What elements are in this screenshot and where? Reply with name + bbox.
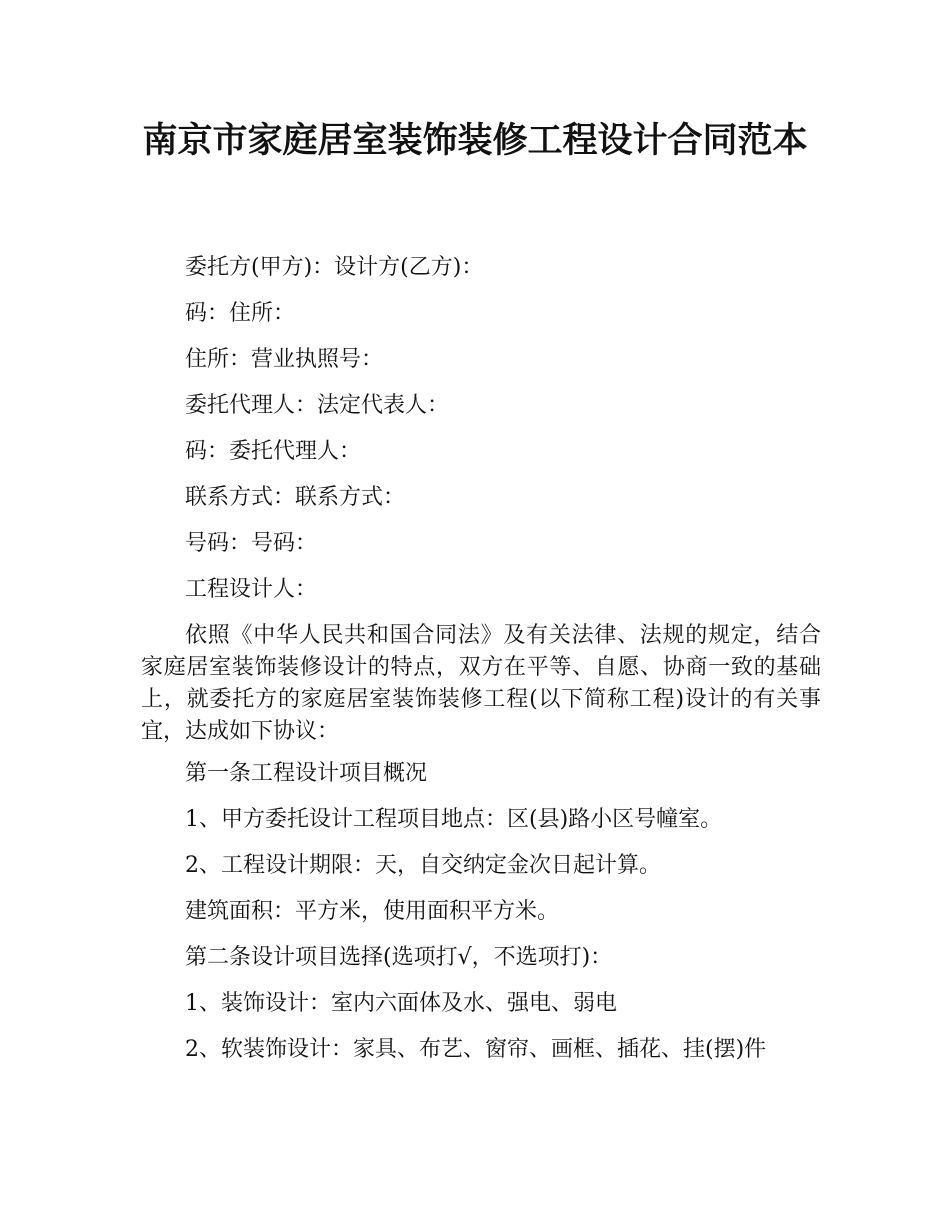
article-1-item-2: 2、工程设计期限：天，自交纳定金次日起计算。 — [185, 853, 661, 878]
party-line-8: 工程设计人： — [185, 577, 318, 602]
party-line-2: 码：住所： — [185, 301, 296, 326]
document-title: 南京市家庭居室装饰装修工程设计合同范本 — [142, 121, 808, 161]
party-line-1: 委托方(甲方)：设计方(乙方)： — [185, 255, 484, 280]
party-line-4: 委托代理人：法定代表人： — [185, 393, 450, 418]
party-line-5: 码：委托代理人： — [185, 439, 362, 464]
intro-paragraph: 依照《中华人民共和国合同法》及有关法律、法规的规定，结合家庭居室装饰装修设计的特点，双方在平等、自愿、协商一致的基础上，就委托方的家庭居室装饰装修工程(以下简称工程)设计的有关事宜，达成如下协议： — [141, 623, 821, 744]
party-line-6: 联系方式：联系方式： — [185, 485, 406, 510]
article-2-item-2: 2、软装饰设计：家具、布艺、窗帘、画框、插花、挂(摆)件 — [185, 1037, 767, 1062]
article-1-item-1: 1、甲方委托设计工程项目地点：区(县)路小区号幢室。 — [185, 807, 723, 832]
party-line-3: 住所：营业执照号： — [185, 347, 384, 372]
article-2-heading: 第二条设计项目选择(选项打√，不选项打)： — [185, 945, 613, 970]
party-line-7: 号码：号码： — [185, 531, 318, 556]
article-1-heading: 第一条工程设计项目概况 — [185, 761, 428, 786]
article-2-item-1: 1、装饰设计：室内六面体及水、强电、弱电 — [185, 991, 617, 1016]
article-1-area: 建筑面积：平方米，使用面积平方米。 — [185, 899, 560, 924]
